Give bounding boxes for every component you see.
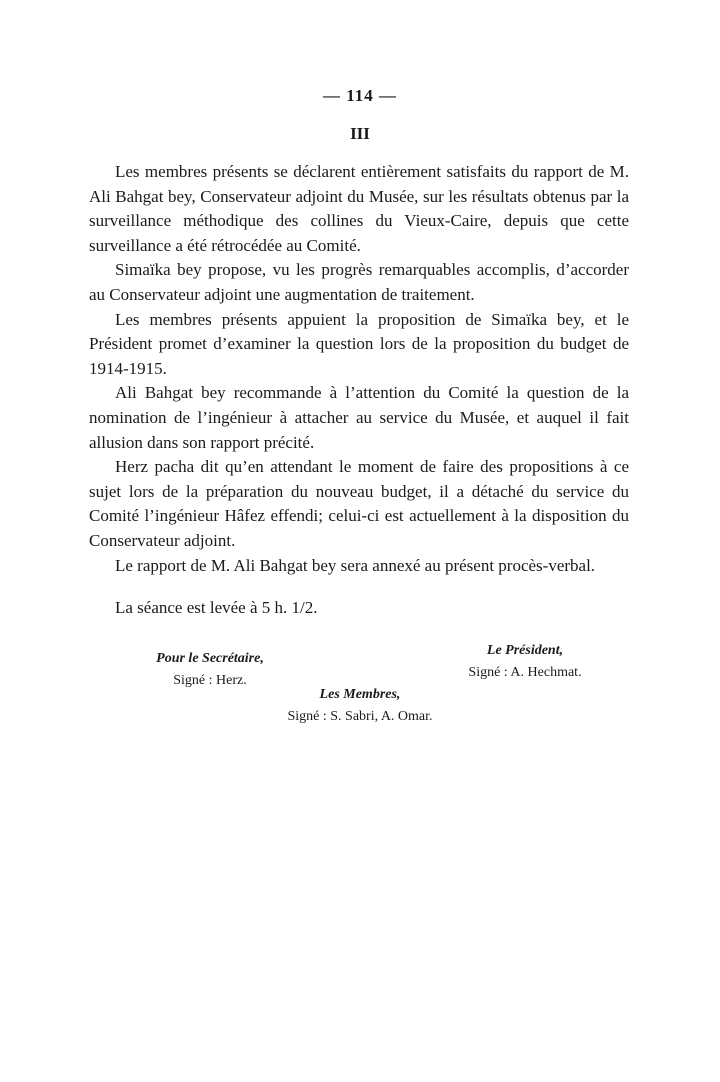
paragraph: Herz pacha dit qu’en attendant le moment de faire des propositions à ce sujet lors de la préparation du nouveau budget, il a détaché du service du Comité l’ingénieur Hâfez effendi; celui-ci est actuellement à la disposition du Conservateur adjoint. bbox=[89, 457, 629, 550]
secretary-signed: Signé : Herz. bbox=[173, 673, 247, 688]
members-signature bbox=[255, 684, 465, 728]
closing-line: La séance est levée à 5 h. 1/2. bbox=[115, 598, 318, 617]
paragraph: Ali Bahgat bey recommande à l’attention du Comité la question de la nomination de l’ingénieur à attacher au service du Musée, et auquel il fait allusion dans son rapport précité. bbox=[89, 383, 629, 452]
paragraph: Les membres présents se déclarent entièrement satisfaits du rapport de M. Ali Bahgat bey, Conservateur adjoint du Musée, sur les résultats obtenus par la surveillance méthodique des collines du Vieux-Caire, depuis que cette surveillance a été rétrocédée au Comité. bbox=[89, 162, 629, 255]
president-role: Le Président, bbox=[486, 643, 564, 658]
page-number: — 114 — bbox=[322, 86, 398, 105]
secretary-role: Pour le Secrétaire, bbox=[156, 651, 264, 666]
president-signature bbox=[450, 640, 600, 684]
paragraph: Les membres présents appuient la proposition de Simaïka bey, et le Président promet d’examiner la question lors de la proposition du budget de 1914-1915. bbox=[89, 309, 629, 378]
president-signed: Signé : A. Hechmat. bbox=[468, 665, 582, 680]
section-heading: III bbox=[350, 124, 370, 143]
members-signed: Signé : S. Sabri, A. Omar. bbox=[287, 709, 433, 724]
paragraph: Simaïka bey propose, vu les progrès remarquables accomplis, d’accorder au Conservateur adjoint une augmentation de traitement. bbox=[89, 260, 629, 304]
paragraph: Le rapport de M. Ali Bahgat bey sera annexé au présent procès-verbal. bbox=[115, 555, 596, 575]
members-role: Les Membres, bbox=[319, 687, 401, 702]
body-text bbox=[89, 160, 629, 578]
